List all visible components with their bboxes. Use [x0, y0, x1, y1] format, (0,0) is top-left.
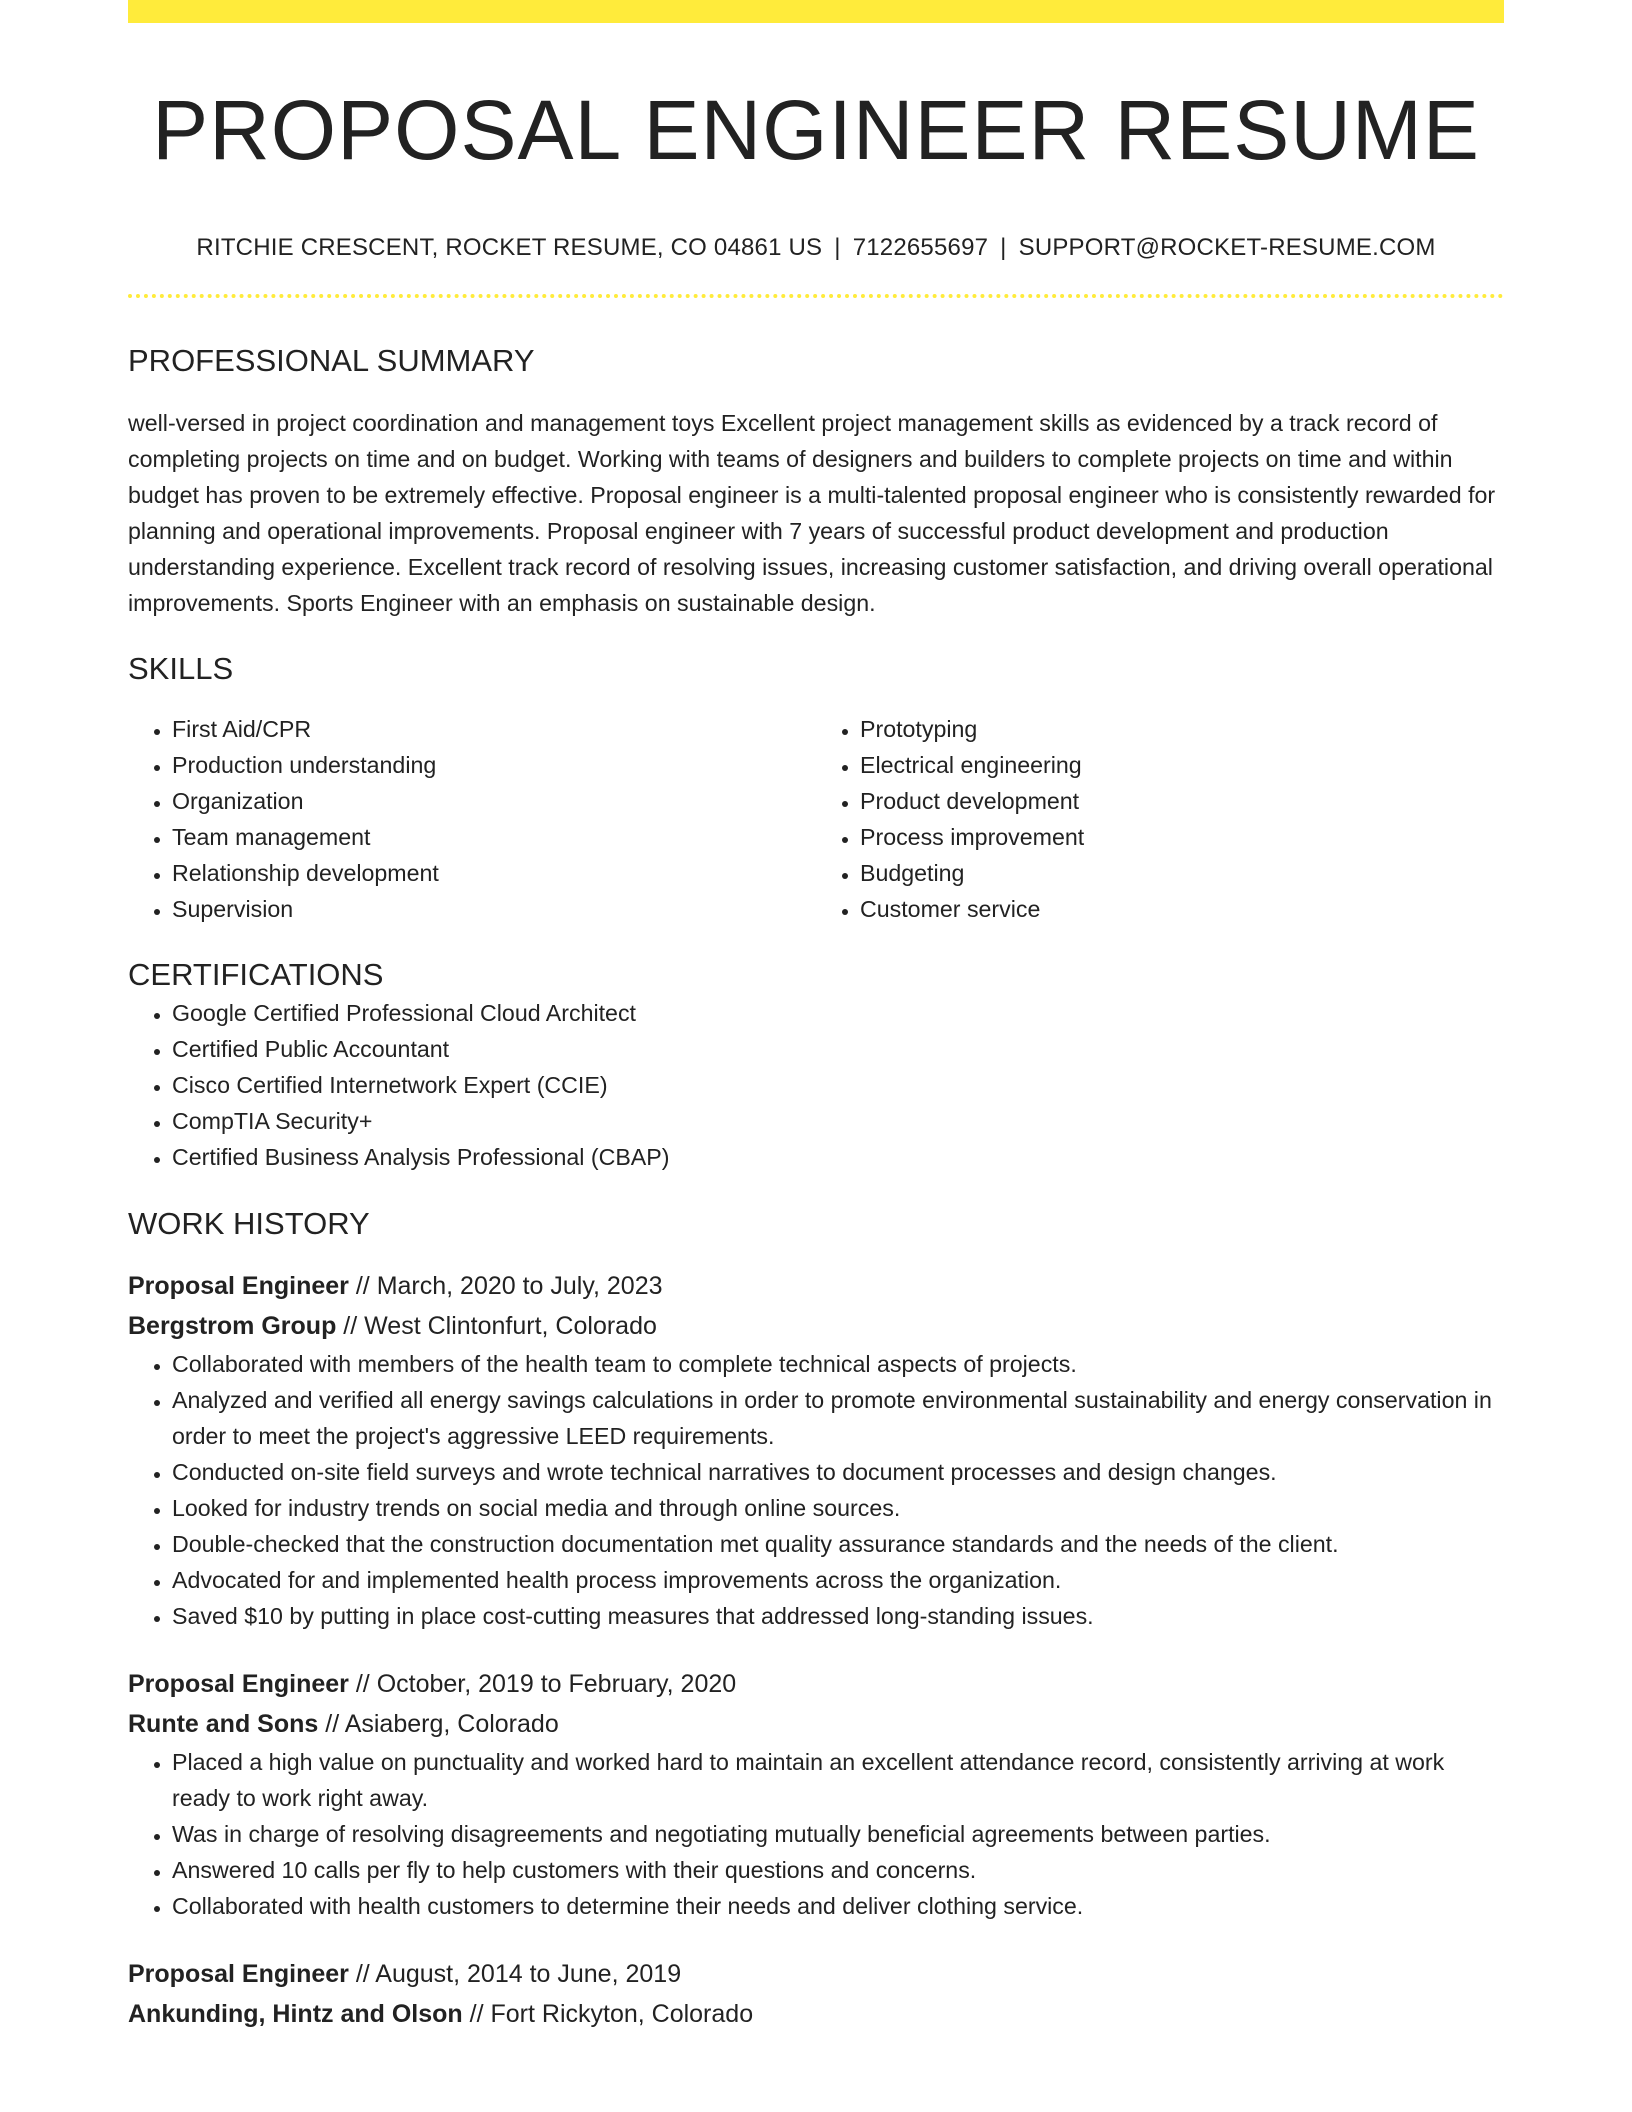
list-item: • Placed a high value on punctuality and worked hard to maintain an excellent attendance record, consistently arriving at work ready to work right away.	[172, 1744, 1504, 1816]
list-item: • Collaborated with members of the health team to complete technical aspects of projects.	[172, 1346, 1504, 1382]
list-item: • Advocated for and implemented health process improvements across the organization.	[172, 1562, 1504, 1598]
section-title-skills: SKILLS	[128, 651, 234, 686]
skills-list-right	[816, 711, 1504, 927]
job-title-line	[128, 1664, 1504, 1704]
job-company: Ankunding, Hintz and Olson	[128, 2000, 463, 2028]
list-item: • Saved $10 by putting in place cost-cutting measures that addressed long-standing issues.	[172, 1598, 1504, 1634]
list-item: • First Aid/CPR	[172, 711, 816, 747]
job-separator: //	[336, 1312, 365, 1340]
job-bullets	[128, 1744, 1504, 1924]
job-separator: //	[318, 1710, 345, 1738]
job-role: Proposal Engineer	[128, 1960, 349, 1988]
job-company-line	[128, 1994, 1504, 2034]
contact-address: RITCHIE CRESCENT, ROCKET RESUME, CO 04861 US	[196, 234, 823, 261]
job-role: Proposal Engineer	[128, 1670, 349, 1698]
list-item: • Organization	[172, 783, 816, 819]
summary-text: well-versed in project coordination and management toys Excellent project management skills as evidenced by a track record of completing projects on time and on budget. Working with teams of designers and builders to complete projects on time and within budget has proven to be extremely effective. Proposal engineer is a multi-talented proposal engineer who is consistently rewarded for planning and operational improvements. Proposal engineer with 7 years of successful product development and production understanding experience. Excellent track record of resolving issues, increasing customer satisfaction, and driving overall operational improvements. Sports Engineer with an emphasis on sustainable design.	[128, 410, 1496, 616]
list-item: • Analyzed and verified all energy savings calculations in order to promote environmental sustainability and energy conservation in order to meet the project's aggressive LEED requirements.	[172, 1382, 1504, 1454]
job-entry	[128, 1664, 1504, 1924]
list-item: • Product development	[860, 783, 1504, 819]
job-title-line	[128, 1954, 1504, 1994]
list-item: • Certified Business Analysis Professional (CBAP)	[172, 1139, 1504, 1175]
contact-separator: |	[1000, 234, 1007, 261]
job-bullets	[128, 1346, 1504, 1634]
job-company: Runte and Sons	[128, 1710, 319, 1738]
resume-title: PROPOSAL ENGINEER RESUME	[152, 83, 1480, 177]
resume-content	[128, 0, 1504, 2034]
work-history-list	[128, 1266, 1504, 2034]
list-item: • Prototyping	[860, 711, 1504, 747]
list-item: • Relationship development	[172, 855, 816, 891]
section-title-summary: PROFESSIONAL SUMMARY	[128, 343, 535, 378]
list-item: • Budgeting	[860, 855, 1504, 891]
list-item: • Production understanding	[172, 747, 816, 783]
job-location: Fort Rickyton, Colorado	[490, 2000, 754, 2028]
contact-email: SUPPORT@ROCKET-RESUME.COM	[1018, 234, 1436, 261]
list-item: • Looked for industry trends on social media and through online sources.	[172, 1490, 1504, 1526]
job-entry	[128, 1954, 1504, 2034]
job-location: Asiaberg, Colorado	[344, 1710, 559, 1738]
list-item: • Cisco Certified Internetwork Expert (CCIE)	[172, 1067, 1504, 1103]
job-location: West Clintonfurt, Colorado	[364, 1312, 657, 1340]
skills-list-left	[128, 711, 816, 927]
list-item: • Supervision	[172, 891, 816, 927]
list-item: • Double-checked that the construction documentation met quality assurance standards and the needs of the client.	[172, 1526, 1504, 1562]
list-item: • Certified Public Accountant	[172, 1031, 1504, 1067]
job-dates: March, 2020 to July, 2023	[376, 1272, 663, 1300]
job-dates: October, 2019 to February, 2020	[376, 1670, 737, 1698]
job-separator: //	[348, 1960, 376, 1988]
list-item: • Conducted on-site field surveys and wrote technical narratives to document processes and design changes.	[172, 1454, 1504, 1490]
contact-separator: |	[834, 234, 841, 261]
list-item: • Was in charge of resolving disagreements and negotiating mutually beneficial agreements between parties.	[172, 1816, 1504, 1852]
job-dates: August, 2014 to June, 2019	[375, 1960, 682, 1988]
job-entry	[128, 1266, 1504, 1634]
skills-columns	[128, 711, 1504, 927]
contact-phone: 7122655697	[852, 234, 989, 261]
job-company-line	[128, 1704, 1504, 1744]
section-title-work-history: WORK HISTORY	[128, 1206, 370, 1241]
job-separator: //	[348, 1670, 377, 1698]
list-item: • Answered 10 calls per fly to help customers with their questions and concerns.	[172, 1852, 1504, 1888]
contact-line	[128, 233, 1504, 263]
job-separator: //	[348, 1272, 377, 1300]
list-item: • Process improvement	[860, 819, 1504, 855]
job-title-line	[128, 1266, 1504, 1306]
job-company: Bergstrom Group	[128, 1312, 337, 1340]
list-item: • Google Certified Professional Cloud Architect	[172, 995, 1504, 1031]
certifications-list	[128, 995, 1504, 1175]
list-item: • Team management	[172, 819, 816, 855]
section-title-certifications: CERTIFICATIONS	[128, 957, 384, 992]
list-item: • CompTIA Security+	[172, 1103, 1504, 1139]
job-company-line	[128, 1306, 1504, 1346]
header-divider	[128, 294, 1504, 298]
list-item: • Collaborated with health customers to determine their needs and deliver clothing service.	[172, 1888, 1504, 1924]
list-item: • Electrical engineering	[860, 747, 1504, 783]
job-role: Proposal Engineer	[128, 1272, 349, 1300]
list-item: • Customer service	[860, 891, 1504, 927]
job-separator: //	[462, 2000, 491, 2028]
